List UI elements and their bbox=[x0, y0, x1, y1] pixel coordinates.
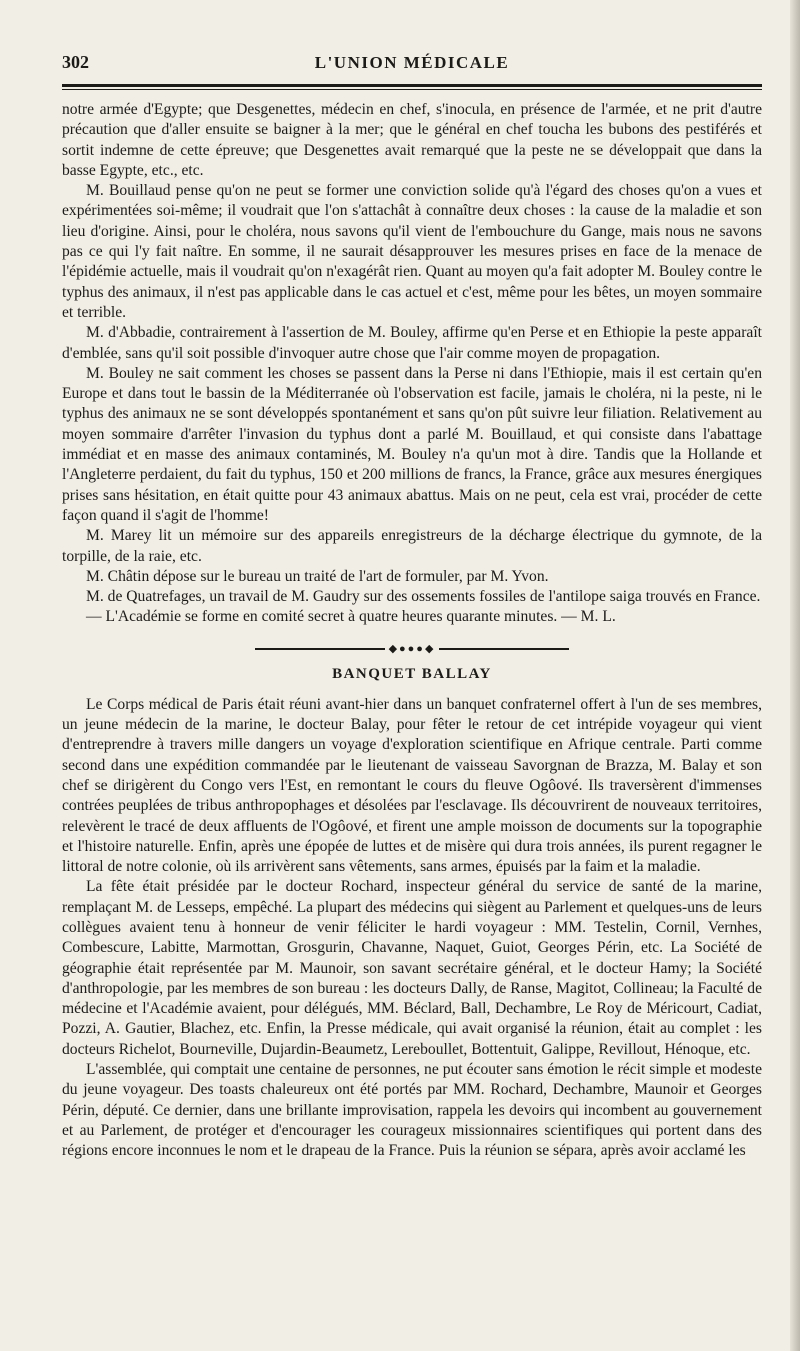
paragraph-bouillaud: M. Bouillaud pense qu'on ne peut se former une conviction solide qu'à l'égard des choses qu'on a vues et expérimentées soi-même; il voudrait que l'on s'attachât à connaître deux choses : la cause de la maladie et son lieu d'origine. Ainsi, pour le choléra, nous savons qu'il vient de l'embouchure du Gange, mais nous ne savons pas ce qui l'y fait naître. En somme, il ne saurait désapprouver les mesures prises en face de la menace de l'épidémie actuelle, mais il voudrait qu'on n'exagérât rien. Quant au moyen qu'a fait adopter M. Bouley contre le typhus des animaux, il n'est pas applicable dans le cas actuel et c'est, même pour les bêtes, un moyen sommaire et terrible. bbox=[62, 182, 762, 321]
paragraph-banquet-toasts: L'assemblée, qui comptait une centaine de personnes, ne put écouter sans émotion le récit simple et modeste du jeune voyageur. Des toasts chaleureux ont été portés par MM. Rochard, Dechambre, Maunoir et Georges Périn, député. Ce dernier, dans une brillante improvisation, rappela les devoirs qui incombent au gouvernement et au Parlement, de protéger et d'encourager les courageux missionnaires scientifiques qui portent dans des régions encore inconnues le nom et le drapeau de la France. Puis la réunion se sépara, après avoir acclamé les bbox=[62, 1061, 762, 1160]
ornament-line-left bbox=[255, 648, 385, 650]
banquet-article bbox=[62, 695, 762, 1162]
paragraph-abbadie: M. d'Abbadie, contrairement à l'assertion de M. Bouley, affirme qu'en Perse et en Ethiopie la peste apparaît d'emblée, sans qu'il soit possible d'invoquer autre chose que l'air comme moyen de propagation. bbox=[62, 324, 762, 362]
paragraph-closing: — L'Académie se forme en comité secret à quatre heures quarante minutes. — M. L. bbox=[86, 608, 616, 626]
header-rule bbox=[62, 84, 762, 90]
journal-title: L'UNION MÉDICALE bbox=[314, 53, 510, 72]
paragraph-banquet-intro: Le Corps médical de Paris était réuni avant-hier dans un banquet confraternel offert à l'un de ses membres, un jeune médecin de la marine, le docteur Balay, pour fêter le retour de cet intrépide voyageur qui vient d'entreprendre à travers mille dangers un voyage d'exploration scientifique en Afrique centrale. Parti comme second dans une expédition commandée par le lieutenant de vaisseau Savorgnan de Brazza, M. Balay et son chef se dirigèrent du Congo vers l'Est, en remontant le cours du fleuve Ogôové. Ils traversèrent d'immenses contrées peuplées de tribus anthropophages et désolées par l'esclavage. Ils découvrirent de nouveaux territoires, relevèrent le tracé de deux affluents de l'Ogôové, et firent une ample moisson de documents sur la topographie et l'histoire naturelle. Enfin, après une épopée de luttes et de misère qui dura trois années, ils purent regagner le littoral de notre colonie, où ils arrivèrent sans vêtements, sans armes, épuisés par la faim et la maladie. bbox=[62, 695, 762, 876]
section-title: BANQUET BALLAY bbox=[332, 665, 492, 682]
paragraph-banquet-attendees: La fête était présidée par le docteur Rochard, inspecteur général du service de santé de la marine, remplaçant M. de Lesseps, empêché. La plupart des médecins qui siègent au Parlement et quelques-uns de leurs collègues avaient tenu à honneur de venir féliciter le hardi voyageur : MM. Testelin, Cornil, Vernhes, Combescure, Labitte, Marmottan, Grosgurin, Chavanne, Naquet, Guiot, Georges Périn, etc. La Société de géographie était représentée par M. Maunoir, son savant secrétaire général, et le docteur Hamy; la Société d'anthropologie, par les membres de son bureau : les docteurs Dally, de Ranse, Magitot, Collineau; la Faculté de médecine et l'Académie avaient, pour délégués, MM. Béclard, Ball, Dechambre, Le Roy de Méricourt, Cadiat, Pozzi, A. Gautier, Blachez, etc. Enfin, la Presse médicale, qui avait organisé la réunion, était au complet : les docteurs Richelot, Bourneville, Dujardin-Beaumetz, Lereboullet, Bottentuit, Galippe, Revillout, Hénoque, etc. bbox=[62, 878, 762, 1058]
paragraph-bouley: M. Bouley ne sait comment les choses se passent dans la Perse ni dans l'Ethiopie, mais il est certain qu'en Europe et dans tout le bassin de la Méditerranée où l'observation est facile, jamais le choléra, ni la peste, ni le typhus des animaux ne se sont développés spontanément et sans qu'on pût suivre leur filiation. Relativement au moyen sommaire d'arrêter l'invasion du typhus dont a parlé M. Bouillaud, et qui consiste dans l'abattage immédiat et en masse des animaux contaminés, M. Bouley n'a qu'un mot à dire. Tandis que la Hollande et l'Angleterre perdaient, du fait du typhus, 150 et 200 millions de francs, la France, grâce aux mesures énergiques prises sans hésitation, en était quitte pour 43 animaux abattus. Mais on ne peut, cela est vrai, procéder de cette façon quand il s'agit de l'homme! bbox=[62, 364, 762, 524]
page-number: 302 bbox=[62, 52, 89, 72]
academy-report bbox=[62, 100, 762, 628]
ornament-flourish-icon: ◆●●●◆ bbox=[388, 643, 436, 656]
ornament-divider bbox=[62, 642, 762, 656]
ornament-line-right bbox=[439, 648, 569, 650]
page-edge-shadow bbox=[790, 0, 800, 1351]
paragraph-quatrefages: M. de Quatrefages, un travail de M. Gaudry sur des ossements fossiles de l'antilope saiga trouvés en France. bbox=[86, 588, 761, 606]
running-head bbox=[62, 48, 762, 78]
paragraph-chatin: M. Châtin dépose sur le bureau un traité de l'art de formuler, par M. Yvon. bbox=[86, 567, 549, 585]
paragraph-continuation: notre armée d'Egypte; que Desgenettes, médecin en chef, s'inocula, en présence de l'armée, et ne prit d'autre précaution que d'aller ensuite se baigner à la mer; que le général en chef toucha les bubons des pestiférés et sortit indemne de cette épreuve; que Desgenettes avait remarqué que la peste ne se développait que dans la basse Egypte, etc., etc. bbox=[62, 101, 762, 179]
paragraph-marey: M. Marey lit un mémoire sur des appareils enregistreurs de la décharge électrique du gymnote, de la torpille, de la raie, etc. bbox=[62, 527, 762, 565]
